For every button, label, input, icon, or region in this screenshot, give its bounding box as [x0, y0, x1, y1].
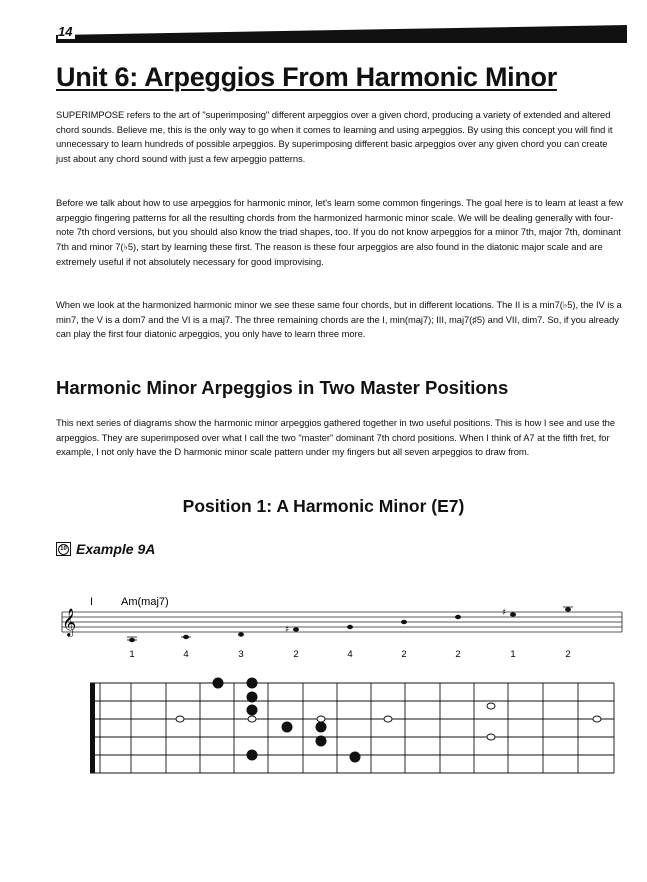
note-6: [401, 620, 407, 624]
page-number: 14: [58, 24, 75, 39]
open-marker: [248, 716, 256, 722]
open-marker: [384, 716, 392, 722]
fret-dot: [213, 678, 224, 689]
note-2: [181, 635, 191, 639]
fret-dot: [282, 722, 293, 733]
fingering-numbers: [129, 649, 570, 660]
fret-dot: [247, 692, 258, 703]
position-title: Position 1: A Harmonic Minor (E7): [182, 496, 465, 516]
fret-dot: [247, 678, 258, 689]
finger-number: 4: [347, 649, 353, 660]
finger-number: 2: [401, 649, 407, 660]
sharp-sign: ♯: [285, 625, 290, 635]
note-4: [285, 625, 299, 635]
fret-dot: [350, 752, 361, 763]
open-marker: [487, 703, 495, 709]
fret-dot: [316, 736, 327, 747]
chord-name: Am(maj7): [121, 596, 169, 608]
harmonized-paragraph: When we look at the harmonized harmonic minor we see these same four chords, but in different locations. The II is a min7(♭5), the IV is a min7, the V is a dom7 and the VI is a maj7. The three remaining chords are the I, min(maj7); III, maj7(♯5) and VII, dim7. So, if you already can play the first four diatonic arpeggios, you only have to learn three more.: [56, 299, 622, 340]
sharp-sign: ♯: [502, 608, 507, 618]
finger-number: 4: [183, 649, 189, 660]
intro-paragraph: SUPERIMPOSE refers to the art of "superimposing" different arpeggios over a given chord, producing a variety of extended and altered chord sounds. Believe me, this is the only way to go when it comes to learning and using arpeggios. By using this concept you will find it unnecessary to learn hundreds of possible arpeggios. By superimposing different basic arpeggios over any given chord you can create just about any chord sound with just a few arpeggio patterns.: [56, 109, 613, 165]
fingerings-paragraph: Before we talk about how to use arpeggios for harmonic minor, let's learn some common fingerings. The goal here is to learn at least a few arpeggio fingering patterns for all the resulting chords from the harmonized harmonic minor scale. We will be dealing generally with four-note 7th chord versions, but you should also know the triad shapes, too. If you do not know arpeggios for a minor 7th, major 7th, dominant 7th and minor 7(♭5), start by learning these first. The reason is these four arpeggios are also found in the diatonic major scale and are extremely useful if not absolutely necessary for good improvising.: [56, 197, 623, 267]
treble-clef-icon: 𝄞: [62, 608, 77, 636]
finger-number: 2: [455, 649, 461, 660]
nut: [90, 683, 95, 773]
open-marker: [176, 716, 184, 722]
section-title: Harmonic Minor Arpeggios in Two Master Positions: [56, 377, 509, 398]
note-1: [127, 637, 137, 642]
section-paragraph: This next series of diagrams show the harmonic minor arpeggios gathered together in two useful positions. This is how I see and use the arpeggios. They are superimposed over what I call the two "master" dominant 7th chord positions. When I think of A7 at the fifth fret, for example, I not only have the D harmonic minor scale pattern under my fingers but all seven arpeggios to draw from.: [56, 417, 616, 458]
unit-title: Unit 6: Arpeggios From Harmonic Minor: [56, 62, 557, 92]
staff: [62, 612, 622, 632]
open-marker: [317, 716, 325, 722]
finger-number: 2: [293, 649, 299, 660]
track-number: 10: [58, 544, 69, 555]
open-marker: [593, 716, 601, 722]
fret-dot: [247, 750, 258, 761]
finger-number: 1: [510, 649, 516, 660]
note-9: [563, 607, 573, 612]
fret-dots: [213, 678, 361, 763]
finger-number: 1: [129, 649, 135, 660]
roman-numeral: I: [90, 596, 94, 608]
finger-number: 2: [565, 649, 571, 660]
example-label: Example 9A: [76, 541, 156, 557]
note-8: [502, 608, 516, 618]
note-7: [455, 615, 461, 619]
open-markers: [176, 703, 601, 740]
fret-dot: [316, 722, 327, 733]
fret-dot: [247, 705, 258, 716]
note-5: [347, 625, 353, 629]
open-marker: [487, 734, 495, 740]
note-3: [238, 632, 244, 636]
finger-number: 3: [238, 649, 244, 660]
